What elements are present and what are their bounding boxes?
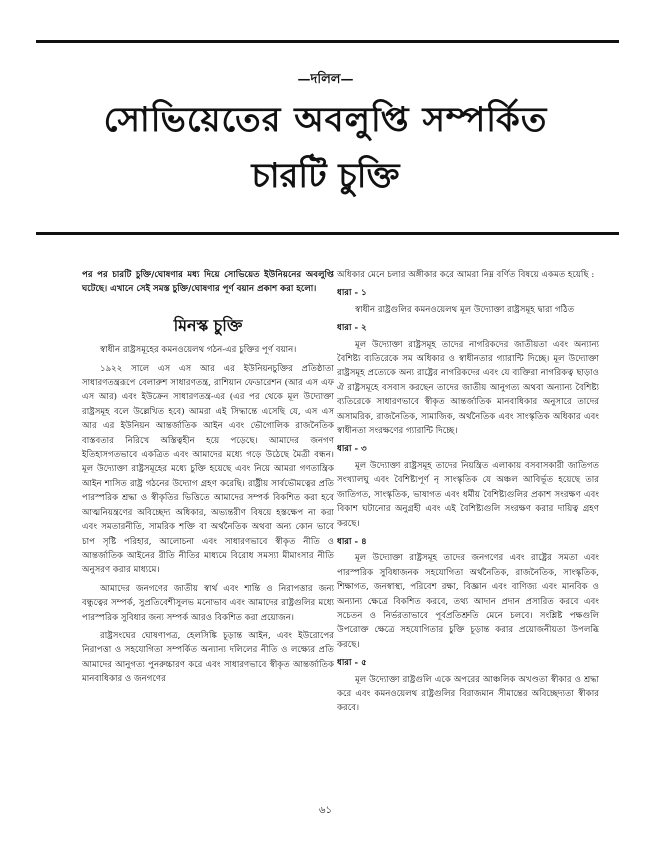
left-column — [82, 268, 334, 691]
article-text: স্বাধীন রাষ্ট্রগুলির কমনওয়েলথ মূল উদ্যোক্তা রাষ্ট্রসমূহ দ্বারা গঠিত — [355, 304, 575, 315]
article-text: মূল উদ্যোক্তা রাষ্ট্রসমূহ তাদের জনগণের এবং রাষ্ট্রের সমতা এবং পারস্পরিক সুবিধাজনক সহযোগিতা অর্থনৈতিক, রাজনৈতিক, সাংস্কৃতিক, শিক্ষাগত, জনস্বাস্থ্য, পরিবেশ রক্ষা, বিজ্ঞান এবং বাণিজ্য এবং মানবিক ও অন্যান্য ক্ষেত্রে বিকশিত করবে, তথ্য আদান প্রদান প্রসারিত করবে এবং সচেতন ও নির্ভরতাভাবে পূর্বপ্রতিশ্রুতি মেনে চলবে। সংশ্লিষ্ট পক্ষগুলি উপরোক্ত ক্ষেত্রে সহযোগিতার চুক্তি চূড়ান্ত করার প্রয়োজনীয়তা উপলব্ধি করছে। — [337, 553, 599, 650]
article-heading: ধারা - ৪ — [337, 536, 367, 547]
intro-paragraph: পর পর চারটি চুক্তি/ঘোষণার মধ্য দিয়ে সোভিয়েত ইউনিয়নের অবলুপ্তি ঘটেছে। এখানে সেই সমস্ত চুক্তি/ঘোষণার পূর্ণ বয়ান প্রকাশ করা হলো। — [82, 270, 334, 295]
article-text: মূল উদ্যোক্তা রাষ্ট্রসমূহ তাদের নাগরিকদের জাতীয়তা এবং অন্যান্য বৈশিষ্ট্য ব্যতিরেকে সম অধিকার ও স্বাধীনতার গ্যারান্টি দিচ্ছে। মূল উদ্যোক্তা রাষ্ট্রসমূহ প্রত্যেকে অন্য রাষ্ট্রের নাগরিকদের এবং যে ব্যক্তিরা নাগরিকত্ব ছাড়াও ঐ রাষ্ট্রসমূহে বসবাস করছেন তাদের জাতীয় আনুগত্য অথবা অন্যান্য বৈশিষ্ট্য ব্যতিরেকে সাধারণভাবে স্বীকৃত আন্তর্জাতিক মানবাধিকার অনুসারে তাদের অসামরিক, রাজনৈতিক, সামাজিক, অর্থনৈতিক এবং সাংস্কৃতিক অধিকার এবং স্বাধীনতা সংরক্ষণের গ্যারান্টি দিচ্ছে। — [337, 339, 599, 437]
article-text: মূল উদ্যোক্তা রাষ্ট্রসমূহ তাদের নিয়ন্ত্রিত এলাকায় বসবাসকারী জাতিগত সংখ্যালঘু এবং বৈশিষ্ট্যপূর্ণ নৃ সাংস্কৃতিক যে অঞ্চল আবির্ভূত হয়েছে তার জাতিগত, সাংস্কৃতিক, ভাষাগত এবং ধর্মীয় বৈশিষ্ট্যগুলির প্রকাশ সংরক্ষণ এবং বিকাশ ঘটানোর অনুগ্রহী এবং এই বৈশিষ্ট্যগুলি সংরক্ষণ করার দায়িত্ব গ্রহণ করছে। — [337, 460, 599, 529]
top-rule — [36, 40, 619, 43]
article-heading: ধারা - ৩ — [337, 444, 367, 455]
article-heading: ধারা - ৫ — [337, 658, 367, 669]
body-paragraph: ১৯২২ সালে এস এস আর এর ইউনিয়নচুক্তির প্রতিষ্ঠাতা সাধারণতন্ত্ররূপে বেলারুশ সাধারণতন্ত্র, রাশিয়ান ফেডারেশন (আর এস এফ এস আর) এবং ইউক্রেন সাধারণতন্ত্র-এর (এর পর থেকে মূল উদ্যোক্তা রাষ্ট্রসমূহ বলে উল্লেখিত হবে) আমরা এই সিদ্ধান্তে এসেছি যে, এস এস আর এর ইউনিয়ন আন্তর্জাতিক আইন এবং ভৌগোলিক রাজনৈতিক বাস্তবতার নিরিখে অস্তিত্বহীন হয়ে পড়েছে। আমাদের জনগণ ইতিহাসগতভাবে একত্রিত এবং আমাদের মধ্যে গড়ে উঠেছে মৈত্রী বন্ধন। মূল উদ্যোক্তা রাষ্ট্রসমূহের মধ্যে চুক্তি হয়েছে এবং নিয়ে আমরা গণতান্ত্রিক আইন শাসিত রাষ্ট্র গঠনের উদ্যোগ গ্রহণ করেছি। রাষ্ট্রীয় সার্বভৌমত্বের প্রতি পারস্পরিক শ্রদ্ধা ও স্বীকৃতির ভিত্তিতে আমাদের সম্পর্ক বিকশিত করা হবে আত্মনিয়ন্ত্রণের অবিচ্ছেদ্য অধিকার, অভ্যন্তরীণ বিষয়ে হস্তক্ষেপ না করা এবং সমতারনীতি, সামরিক শক্তি বা অর্থনৈতিক অথবা অন্য কোন ভাবে চাপ সৃষ্টি পরিহার, আলোচনা এবং সাধারণভাবে স্বীকৃত নীতি ও আন্তর্জাতিক আইনের রীতি নীতির মাধ্যমে বিরোধ সমস্যা মীমাংসার নীতি অনুসরণ করার মাধ্যমে। — [82, 363, 334, 576]
body-paragraph: আমাদের জনগণের জাতীয় স্বার্থ এবং শান্তি ও নিরাপত্তার জন্য বন্ধুত্বের সম্পর্ক, সুপ্রতিবেশীসুলভ মনোভাব এবং আমাদের রাষ্ট্রগুলির মধ্যে পারস্পরিক সুবিধার জন্য সম্পর্ক আরও বিকশিত করা প্রয়োজন। — [82, 583, 334, 623]
title-line-1: সোভিয়েতের অবলুপ্তি সম্পর্কিত — [103, 100, 548, 140]
subheading-minsk: মিনস্ক চুক্তি — [173, 315, 243, 335]
right-column — [337, 268, 599, 720]
article-text: মূল উদ্যোক্তা রাষ্ট্রগুলি একে অপরের আঞ্চলিক অখণ্ডতা স্বীকার ও শ্রদ্ধা করে এবং কমনওয়েলথ রাষ্ট্রগুলির বিরাজমান সীমান্তের অবিচ্ছেদ্যতা স্বীকার করবে। — [337, 674, 599, 714]
article-heading: ধারা - ১ — [337, 288, 367, 299]
section-label: —দলিল— — [297, 72, 354, 87]
title-bottom-rule — [36, 232, 619, 235]
lead-paragraph: অধিকার মেনে চলার অঙ্গীকার করে আমরা নিম্ন বর্ণিত বিষয়ে একমত হয়েছি : — [337, 270, 595, 280]
body-paragraph: রাষ্ট্রসংঘের ঘোষণাপত্র, হেলসিঙ্কি চূড়ান্ত আইন, এবং ইউরোপের নিরাপত্তা ও সহযোগিতা সম্পর্কিত অন্যান্য দলিলের নীতি ও লক্ষ্যের প্রতি আমাদের আনুগত্য পুনরুচ্চারণ করে এবং সাধারণভাবে স্বীকৃত আন্তর্জাতিক মানবাধিকার ও জনগণের — [82, 630, 334, 685]
body-paragraph: স্বাধীন রাষ্ট্রসমূহের কমনওয়েলথ গঠন-এর চুক্তির পূর্ণ বয়ান। — [100, 345, 297, 356]
page-number: ৬১ — [319, 805, 332, 816]
article-heading: ধারা - ২ — [337, 323, 367, 334]
title-line-2: চারটি চুক্তি — [251, 156, 400, 196]
